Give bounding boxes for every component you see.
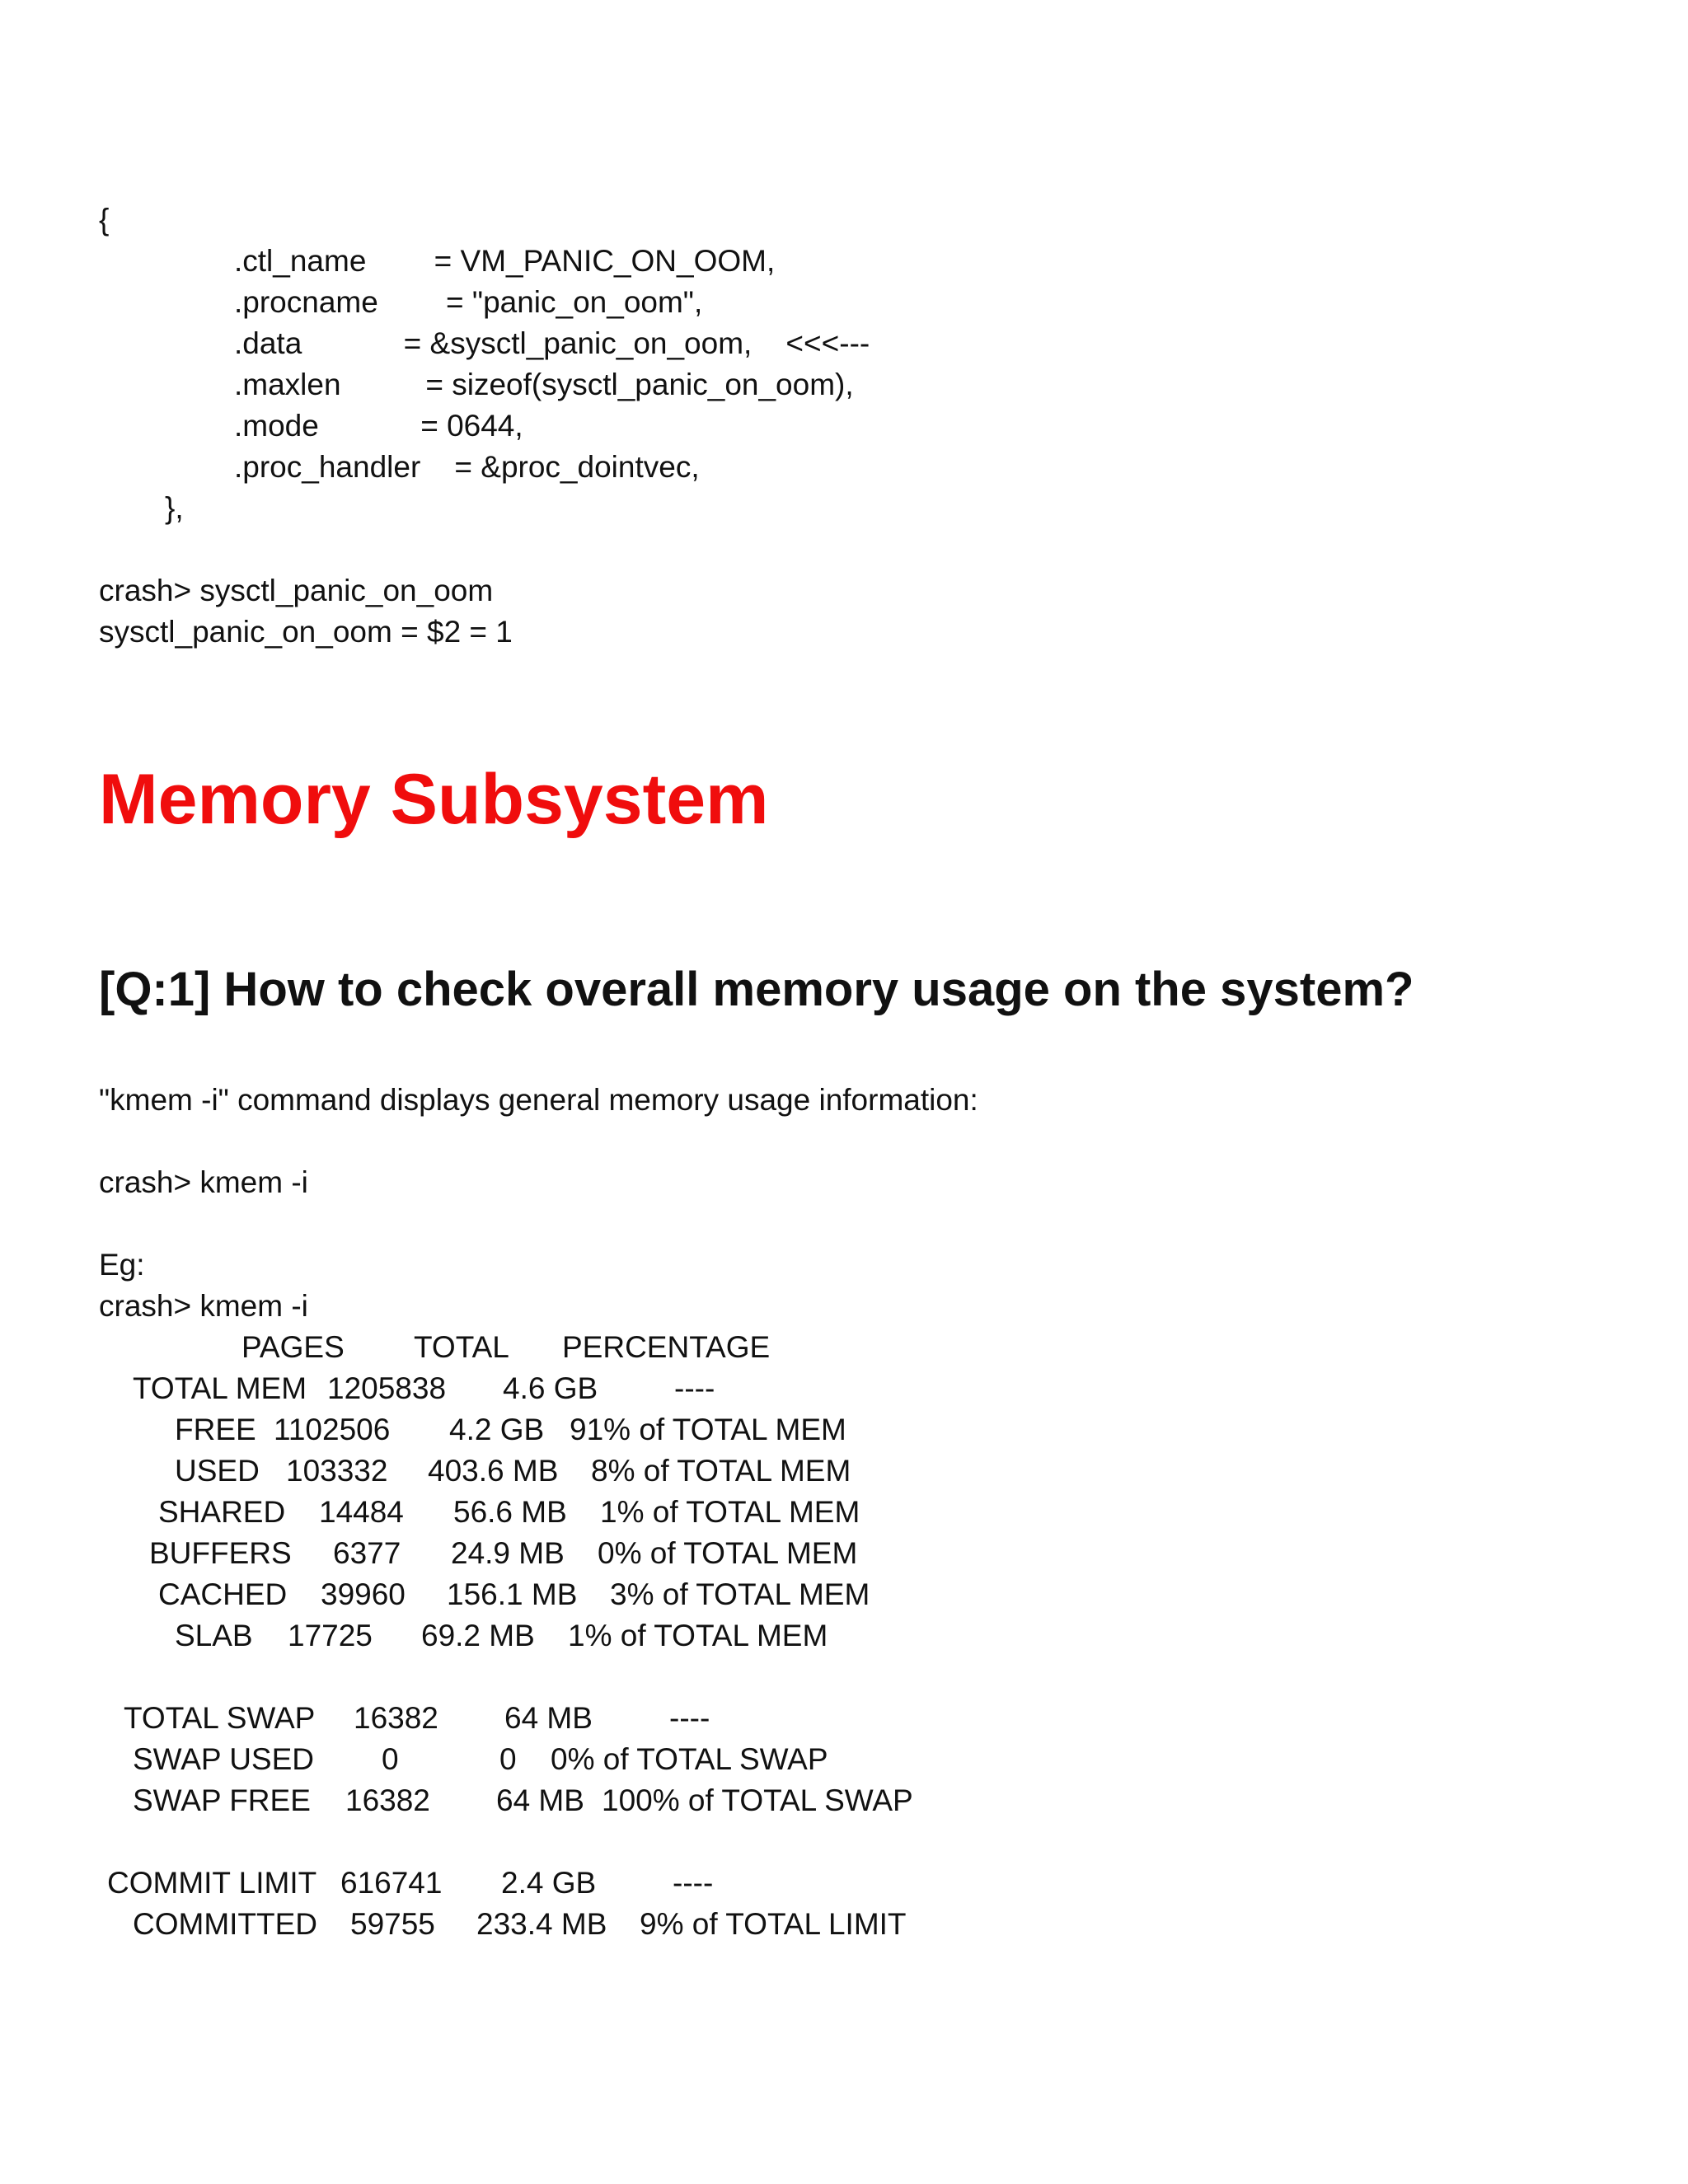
table-cell-percentage: 0% of TOTAL MEM <box>598 1536 858 1570</box>
crash-result-line: sysctl_panic_on_oom = $2 = 1 <box>99 615 513 649</box>
table-cell-percentage: 91% of TOTAL MEM <box>570 1413 846 1446</box>
table-cell-percentage: ---- <box>673 1866 714 1900</box>
table-cell-pages: 14484 <box>319 1495 404 1529</box>
table-cell-pages: 16382 <box>354 1701 438 1735</box>
table-cell-percentage: 1% of TOTAL MEM <box>600 1495 860 1529</box>
code-line: .procname = "panic_on_oom", <box>234 285 703 319</box>
table-cell-total: 233.4 MB <box>476 1907 607 1941</box>
code-line: .ctl_name = VM_PANIC_ON_OOM, <box>234 244 776 278</box>
code-line: .mode = 0644, <box>234 409 523 443</box>
table-cell-total: 403.6 MB <box>428 1454 559 1488</box>
table-cell-percentage: 8% of TOTAL MEM <box>591 1454 851 1488</box>
table-row-label: SLAB <box>175 1619 253 1652</box>
table-row-label: FREE <box>175 1413 256 1446</box>
column-header-total: TOTAL <box>414 1330 509 1364</box>
table-cell-total: 156.1 MB <box>447 1577 578 1611</box>
column-header-percentage: PERCENTAGE <box>562 1330 771 1364</box>
section-heading: Memory Subsystem <box>99 760 769 839</box>
code-line: .data = &sysctl_panic_on_oom, <<<--- <box>234 326 870 360</box>
table-row-label: COMMIT LIMIT <box>107 1866 317 1900</box>
table-cell-pages: 616741 <box>340 1866 443 1900</box>
table-row-label: CACHED <box>158 1577 288 1611</box>
table-row-label: SWAP FREE <box>133 1783 311 1817</box>
table-cell-pages: 16382 <box>345 1783 430 1817</box>
column-header-pages: PAGES <box>241 1330 345 1364</box>
table-cell-percentage: 100% of TOTAL SWAP <box>602 1783 913 1817</box>
table-row-label: TOTAL MEM <box>133 1371 307 1405</box>
question-heading: [Q:1] How to check overall memory usage on the system? <box>99 963 1414 1016</box>
code-line: .proc_handler = &proc_dointvec, <box>234 450 700 484</box>
table-cell-total: 64 MB <box>504 1701 593 1735</box>
command-line: crash> kmem -i <box>99 1165 308 1199</box>
crash-command-line: crash> sysctl_panic_on_oom <box>99 574 494 607</box>
intro-paragraph: "kmem -i" command displays general memory usage information: <box>99 1083 978 1117</box>
table-row-label: COMMITTED <box>133 1907 318 1941</box>
table-cell-total: 2.4 GB <box>501 1866 597 1900</box>
table-row-label: USED <box>175 1454 260 1488</box>
table-cell-total: 24.9 MB <box>451 1536 565 1570</box>
table-cell-pages: 39960 <box>321 1577 406 1611</box>
table-cell-total: 56.6 MB <box>453 1495 567 1529</box>
table-cell-pages: 1102506 <box>274 1413 391 1446</box>
table-cell-percentage: ---- <box>674 1371 715 1405</box>
table-row-label: SHARED <box>158 1495 286 1529</box>
table-cell-pages: 0 <box>382 1742 399 1776</box>
example-label: Eg: <box>99 1248 145 1282</box>
table-cell-pages: 59755 <box>350 1907 435 1941</box>
table-row-label: SWAP USED <box>133 1742 314 1776</box>
table-cell-pages: 6377 <box>333 1536 401 1570</box>
table-cell-total: 4.6 GB <box>503 1371 598 1405</box>
table-cell-percentage: 1% of TOTAL MEM <box>568 1619 828 1652</box>
table-row-label: TOTAL SWAP <box>124 1701 316 1735</box>
code-line: }, <box>165 491 184 525</box>
table-cell-percentage: 9% of TOTAL LIMIT <box>640 1907 907 1941</box>
table-cell-percentage: 0% of TOTAL SWAP <box>551 1742 828 1776</box>
code-line: { <box>99 203 110 237</box>
table-cell-pages: 1205838 <box>327 1371 447 1405</box>
table-cell-pages: 103332 <box>286 1454 388 1488</box>
table-cell-total: 4.2 GB <box>449 1413 545 1446</box>
table-cell-percentage: ---- <box>669 1701 710 1735</box>
example-command-line: crash> kmem -i <box>99 1289 308 1323</box>
table-cell-percentage: 3% of TOTAL MEM <box>610 1577 870 1611</box>
table-row-label: BUFFERS <box>149 1536 292 1570</box>
code-line: .maxlen = sizeof(sysctl_panic_on_oom), <box>234 368 854 401</box>
table-cell-total: 69.2 MB <box>421 1619 535 1652</box>
table-cell-total: 64 MB <box>496 1783 584 1817</box>
table-cell-pages: 17725 <box>288 1619 373 1652</box>
table-cell-total: 0 <box>499 1742 517 1776</box>
